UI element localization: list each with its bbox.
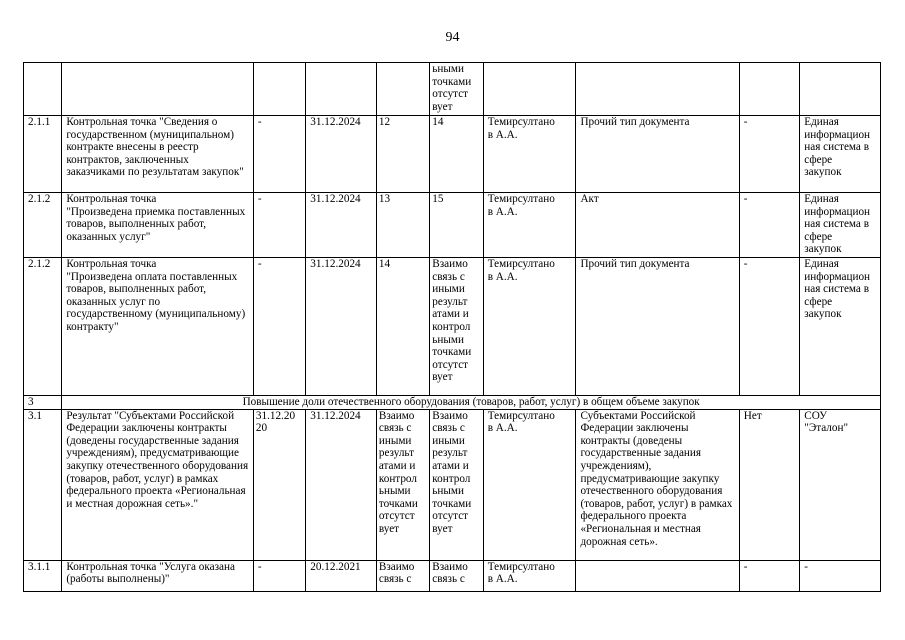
cell-end: 31.12.2024	[306, 116, 377, 193]
page-number: 94	[445, 30, 460, 45]
cell-responsible: Темирсултано в А.А.	[483, 409, 576, 560]
section-title: Повышение доли отечественного оборудования (товаров, работ, услуг) в общем объеме закупок	[62, 396, 881, 410]
table-row	[24, 560, 881, 591]
cell-next: 15	[430, 193, 483, 258]
cell-doc-type: Акт	[576, 193, 739, 258]
plan-table	[23, 62, 881, 592]
cell-prev: Взаимо связь с	[376, 560, 429, 591]
cell-end: 31.12.2024	[306, 258, 377, 396]
cell-check: -	[739, 560, 799, 591]
cell-num: 2.1.1	[24, 116, 62, 193]
cell-num: 2.1.2	[24, 193, 62, 258]
cell-name: Контрольная точка "Произведена приемка поставленных товаров, выполненных работ, оказанных услуг"	[62, 193, 254, 258]
cell-info-system: Единая информацион ная система в сфере закупок	[800, 258, 881, 396]
cell-check: -	[739, 116, 799, 193]
cell-doc-type: Субъектами Российской Федерации заключены контракты (доведены государственные задания учреждениям), предусматривающие закупку отечественного оборудования (товаров, работ, услуг) в рамках федерального проекта «Региональная и местная дорожная сеть».	[576, 409, 739, 560]
cell-doc-type: Прочий тип документа	[576, 258, 739, 396]
table-row	[24, 409, 881, 560]
cell-prev: 12	[376, 116, 429, 193]
cell-next: Взаимо связь с иными результ атами и контрол ьными точками отсутст вует	[430, 258, 483, 396]
cell-prev	[376, 63, 429, 116]
cell-end	[306, 63, 377, 116]
cell-check	[739, 63, 799, 116]
cell-doc-type: Прочий тип документа	[576, 116, 739, 193]
cell-responsible: Темирсултано в А.А.	[483, 560, 576, 591]
cell-next: ьными точками отсутст вует	[430, 63, 483, 116]
cell-num: 3.1.1	[24, 560, 62, 591]
cell-info-system	[800, 63, 881, 116]
cell-responsible: Темирсултано в А.А.	[483, 116, 576, 193]
cell-num: 2.1.2	[24, 258, 62, 396]
cell-name: Контрольная точка "Услуга оказана (работы выполнены)"	[62, 560, 254, 591]
cell-check: -	[739, 193, 799, 258]
section-num: 3	[24, 396, 62, 410]
cell-start	[253, 63, 305, 116]
cell-responsible	[483, 63, 576, 116]
section-row	[24, 396, 881, 410]
cell-start: -	[253, 258, 305, 396]
cell-name: Контрольная точка "Сведения о государственном (муниципальном) контракте внесены в реестр контрактов, заключенных заказчиками по результатам закупок"	[62, 116, 254, 193]
table-row	[24, 258, 881, 396]
cell-name: Контрольная точка "Произведена оплата поставленных товаров, выполненных работ, оказанных услуг по государственному (муниципальному) контракту"	[62, 258, 254, 396]
cell-responsible: Темирсултано в А.А.	[483, 193, 576, 258]
cell-prev: 14	[376, 258, 429, 396]
table-row	[24, 63, 881, 116]
table-row	[24, 116, 881, 193]
cell-end: 31.12.2024	[306, 409, 377, 560]
cell-end: 31.12.2024	[306, 193, 377, 258]
cell-start: -	[253, 560, 305, 591]
cell-check: -	[739, 258, 799, 396]
cell-next: Взаимо связь с	[430, 560, 483, 591]
cell-doc-type	[576, 560, 739, 591]
cell-info-system: -	[800, 560, 881, 591]
cell-name	[62, 63, 254, 116]
cell-start: -	[253, 193, 305, 258]
cell-info-system: Единая информацион ная система в сфере закупок	[800, 116, 881, 193]
cell-end: 20.12.2021	[306, 560, 377, 591]
cell-num	[24, 63, 62, 116]
cell-doc-type	[576, 63, 739, 116]
cell-check: Нет	[739, 409, 799, 560]
cell-info-system: Единая информацион ная система в сфере закупок	[800, 193, 881, 258]
cell-prev: 13	[376, 193, 429, 258]
cell-start: 31.12.20 20	[253, 409, 305, 560]
cell-start: -	[253, 116, 305, 193]
cell-name: Результат "Субъектами Российской Федерации заключены контракты (доведены государственные задания учреждениям), предусматривающие закупку отечественного оборудования (товаров, работ, услуг) в рамках федерального проекта «Региональная и местная дорожная сеть»."	[62, 409, 254, 560]
cell-num: 3.1	[24, 409, 62, 560]
cell-next: Взаимо связь с иными результ атами и контрол ьными точками отсутст вует	[430, 409, 483, 560]
cell-responsible: Темирсултано в А.А.	[483, 258, 576, 396]
cell-info-system: СОУ "Эталон"	[800, 409, 881, 560]
cell-next: 14	[430, 116, 483, 193]
cell-prev: Взаимо связь с иными результ атами и контрол ьными точками отсутст вует	[376, 409, 429, 560]
table-row	[24, 193, 881, 258]
